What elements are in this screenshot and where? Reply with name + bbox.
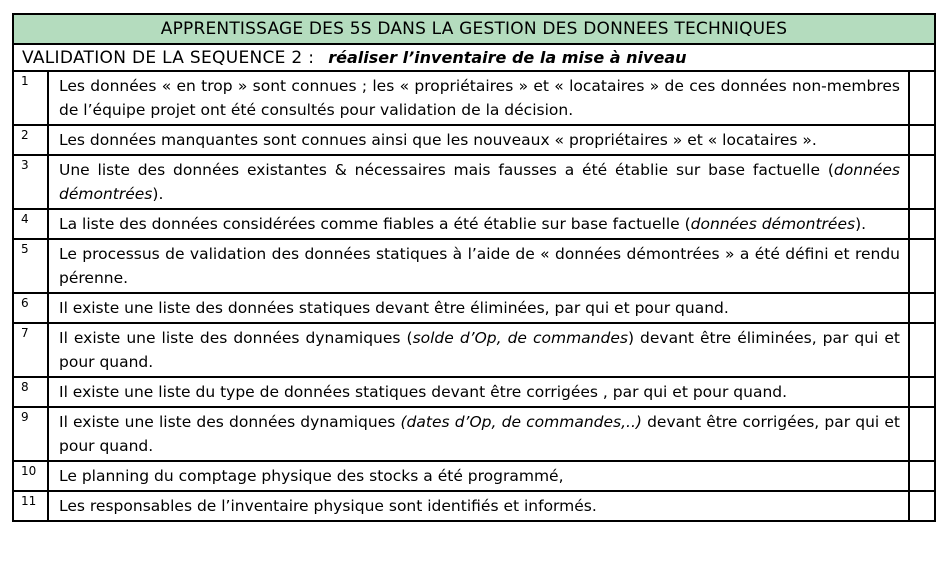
sequence-header [14,45,934,72]
sequence-label: VALIDATION DE LA SEQUENCE 2 : [22,47,315,68]
item-text: Les données manquantes sont connues ainsi que les nouveaux « propriétaires » et « locataires ». [48,125,909,155]
item-number: 1 [14,72,48,125]
table-row [14,209,934,239]
item-text [48,407,909,461]
document-title: APPRENTISSAGE DES 5S DANS LA GESTION DES DONNEES TECHNIQUES [14,15,934,45]
validation-items-table [14,72,934,520]
item-text-italic: données démontrées [59,161,900,203]
item-text: Le processus de validation des données statiques à l’aide de « données démontrées » a été défini et rendu pérenne. [48,239,909,293]
item-check-cell[interactable] [909,491,934,520]
item-text-part: Il existe une liste des données dynamiques [59,413,401,431]
item-text-part: ). [152,185,164,203]
item-number: 8 [14,377,48,407]
sequence-task: réaliser l’inventaire de la mise à niveau [328,48,687,67]
item-check-cell[interactable] [909,239,934,293]
item-text: Il existe une liste du type de données statiques devant être corrigées , par qui et pour quand. [48,377,909,407]
table-row [14,72,934,125]
item-number: 3 [14,155,48,209]
table-row [14,239,934,293]
item-text: Les données « en trop » sont connues ; les « propriétaires » et « locataires » de ces données non-membres de l’équipe projet ont été consultés pour validation de la décision. [59,77,900,119]
table-row [14,293,934,323]
table-row [14,323,934,377]
item-text [48,323,909,377]
item-number: 6 [14,293,48,323]
table-row [14,407,934,461]
item-text-italic: données démontrées [690,215,856,233]
item-text [48,155,909,209]
item-number: 7 [14,323,48,377]
table-row [14,491,934,520]
item-number: 2 [14,125,48,155]
item-check-cell[interactable] [909,125,934,155]
item-check-cell[interactable] [909,377,934,407]
item-check-cell[interactable] [909,155,934,209]
checklist-sheet [12,13,936,522]
item-text-part: Il existe une liste des données dynamiques ( [59,329,413,347]
item-check-cell[interactable] [909,72,934,125]
item-check-cell[interactable] [909,209,934,239]
item-number: 9 [14,407,48,461]
item-text: Le planning du comptage physique des stocks a été programmé, [48,461,909,491]
table-row [14,377,934,407]
item-text-part: devant être corrigées, par qui et pour quand. [59,413,900,455]
item-number: 4 [14,209,48,239]
item-text-part: ) devant être éliminées, par qui et pour quand. [59,329,900,371]
item-text: Il existe une liste des données statiques devant être éliminées, par qui et pour quand. [48,293,909,323]
item-text: Les responsables de l’inventaire physique sont identifiés et informés. [48,491,909,520]
item-text [48,209,909,239]
table-row [14,125,934,155]
item-text-italic: (dates d’Op, de commandes,..) [400,413,642,431]
item-check-cell[interactable] [909,407,934,461]
item-check-cell[interactable] [909,461,934,491]
item-text-part: La liste des données considérées comme fiables a été établie sur base factuelle ( [59,215,691,233]
item-number: 10 [14,461,48,491]
item-check-cell[interactable] [909,293,934,323]
item-text-part: Une liste des données existantes & nécessaires mais fausses a été établie sur base factuelle ( [59,161,834,179]
table-row [14,155,934,209]
item-text-part: ). [855,215,867,233]
item-number: 11 [14,491,48,520]
table-row [14,461,934,491]
item-text-italic: solde d’Op, de commandes [412,329,628,347]
item-number: 5 [14,239,48,293]
item-check-cell[interactable] [909,323,934,377]
